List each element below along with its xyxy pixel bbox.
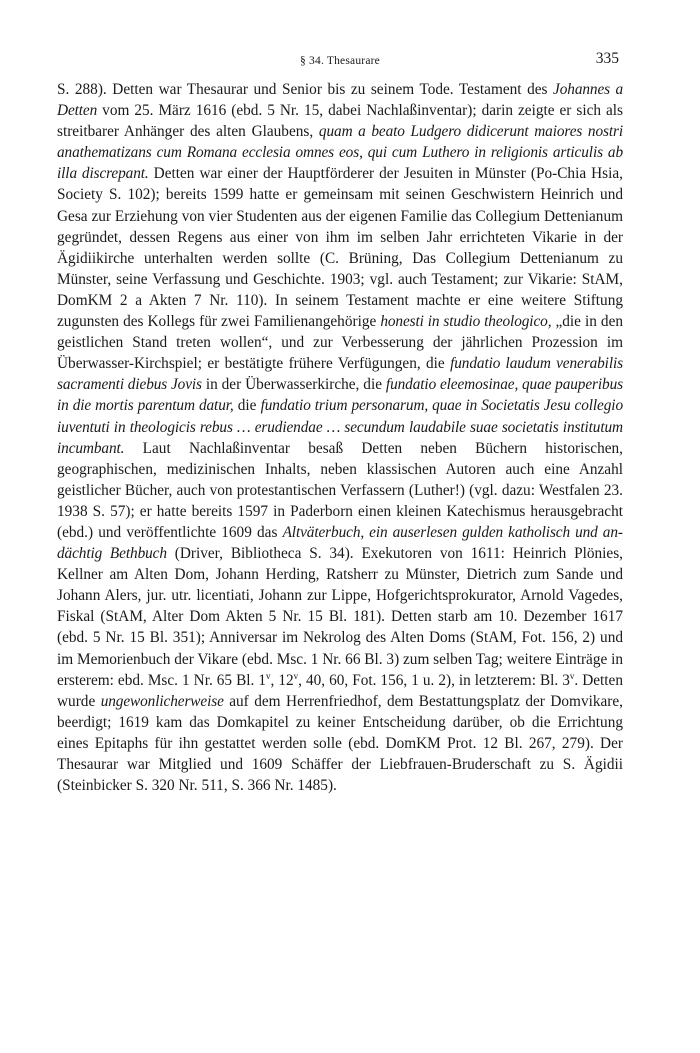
text-run: vom 25. März 1616 (ebd. 5 Nr. 15, dabei Nachlaßinventar); darin zeigte er sich als streitbarer Anhänger des alten Glaubens, xyxy=(57,102,623,141)
text-run: , 40, 60, Fot. 156, 1 u. 2), in letzterem: Bl. 3 xyxy=(298,671,570,689)
text-run: Laut Nachlaßinventar besaß Detten neben Büchern historischen, geographischen, medizinischen Inhalts, neben klassischen Autoren auch eine Anzahl geistlicher Bücher, auch von protestantischen Verfassern (Luther!) (vgl. dazu: Westfalen 23. 1938 S. 57); er hatte bereits 1597 in Paderborn einen kleinen Katechismus herausgebracht (ebd.) und veröffentlichte 1609 das xyxy=(57,439,623,541)
text-run: . Detten wurde xyxy=(57,671,623,710)
italic-quote: ungewonlicherweise xyxy=(100,692,224,710)
italic-quote: Altväterbuch, ein auserlesen gulden katholisch und andächtig Bethbuch xyxy=(57,523,623,563)
italic-quote: quam a beato Ludgero didicerunt maiores nostri anathematizans cum Romana ecclesia omnes eos, qui cum Luthero in religionis articulis ab illa discrepant. xyxy=(57,123,623,183)
italic-quote: fundatio laudum venerabilis sacramenti diebus Jovis xyxy=(57,355,623,394)
italic-quote: Johannes a Detten xyxy=(57,81,623,120)
text-run: auf dem Herrenfriedhof, dem Bestattungsplatz der Domvikare, beerdigt; 1619 kam das Domkapitel zu keiner Entscheidung darüber, ob die Errichtung eines Epitaphs für ihn gestattet werden solle (ebd. DomKM Prot. 12 Bl. 267, 279). Der Thesaurar war Mitglied und 1609 Schäffer der Liebfrauen-Bruderschaft zu S. Ägidii (Steinbicker S. 320 Nr. 511, S. 366 Nr. 1485). xyxy=(57,692,623,795)
text-run: Detten war einer der Hauptförderer der Jesuiten in Münster (Po-Chia Hsia, Society S. 102); bereits 1599 hatte er gemeinsam mit seinen Geschwistern Heinrich und Gesa zur Erziehung von vier Studenten aus der eigenen Familie das Collegium Dettenianum gegründet, dessen Regens aus einer von ihm im selben Jahr errichteten Vikarie in der Ägidiikirche unterhalten werden sollte (C. Brüning, Das Collegium Dettenianum zu Münster, seine Verfassung und Geschichte. 1903; vgl. auch Testament; zur Vikarie: StAM, DomKM 2 a Akten 7 Nr. 110). In seinem Testament machte er eine weitere Stiftung zugunsten des Kollegs für zwei Familienangehörige xyxy=(57,165,623,331)
body-paragraph xyxy=(57,79,623,796)
text-run: S. 288). Detten war Thesaurar und Senior bis zu seinem Tode. Testament des xyxy=(57,81,554,98)
superscript-verso: v xyxy=(266,670,271,681)
page-number: 335 xyxy=(595,50,619,67)
italic-quote: honesti in studio theologico, xyxy=(380,313,552,331)
text-run: (Driver, Bibliotheca S. 34). Exekutoren von 1611: Heinrich Plönies, Kellner am Alten Dom, Johann Herding, Ratsherr zu Münster, Dietrich zum Sande und Johann Alers, jur. utr. licentiati, Johann zur Lippe, Hofgerichtsprokurator, Arnold Vagedes, Fiskal (StAM, Alter Dom Akten 5 Nr. 15 Bl. 181). Detten starb am 10. Dezember 1617 (ebd. 5 Nr. 15 Bl. 351); Anniversar im Nekrolog des Alten Doms (StAM, Fot. 156, 2) und im Memorienbuch der Vikare (ebd. Msc. 1 Nr. 66 Bl. 3) zum selben Tag; weitere Einträge in ersterem: ebd. Msc. 1 Nr. 65 Bl. 1 xyxy=(57,545,624,689)
superscript-verso: v xyxy=(569,670,575,681)
text-run: in der Überwasserkirche, die xyxy=(201,376,386,394)
page-header xyxy=(57,50,623,70)
text-run: , 12 xyxy=(270,671,294,689)
running-title: § 34. Thesaurare xyxy=(300,55,380,67)
text-run: die xyxy=(233,397,261,415)
italic-quote: fundatio trium personarum, quae in Societatis Jesu collegio iuventuti in theologicis rebus … erudiendae … secundum laudabile suae societatis institutum incumbant. xyxy=(57,397,623,457)
superscript-verso: v xyxy=(293,670,299,681)
text-run: „die in den geistlichen Stand treten wollen“, und zur Verbesserung der jährlichen Prozession im Überwasser-Kirchspiel; er bestätigte frühere Verfügungen, die xyxy=(57,313,624,373)
italic-quote: fundatio eleemosinae, quae pauperibus in die mortis parentum datur, xyxy=(57,376,623,415)
